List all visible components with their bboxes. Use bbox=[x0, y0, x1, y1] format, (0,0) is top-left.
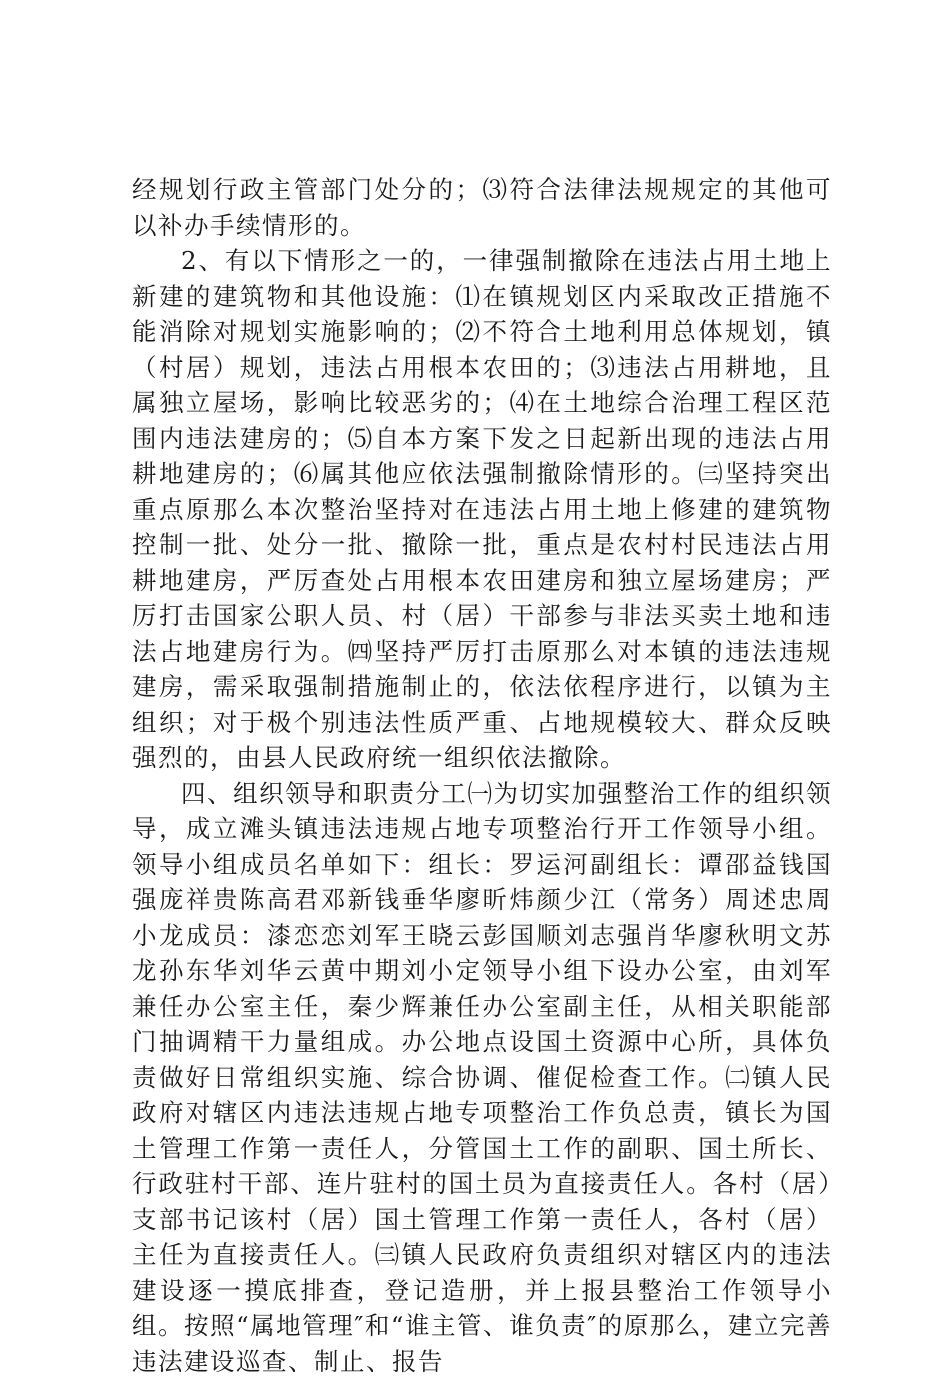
paragraph-organization: 四、组织领导和职责分工㈠为切实加强整治工作的组织领导，成立滩头镇违法违规占地专项整治行开工作领导小组。领导小组成员名单如下：组长：罗运河副组长：谭邵益钱国强庞祥贵陈高君邓新钱垂华廖昕炜颜少江（常务）周述忠周小龙成员：漆恋恋刘军王晓云彭国顺刘志强肖华廖秋明文苏龙孙东华刘华云黄中期刘小定领导小组下设办公室，由刘军兼任办公室主任，秦少辉兼任办公室副主任，从相关职能部门抽调精干力量组成。办公地点设国土资源中心所，具体负责做好日常组织实施、综合协调、催促检查工作。㈡镇人民政府对辖区内违法违规占地专项整治工作负总责，镇长为国土管理工作第一责任人，分管国土工作的副职、国土所长、行政驻村干部、连片驻村的国土员为直接责任人。各村（居）支部书记该村（居）国土管理工作第一责任人，各村（居）主任为直接责任人。㈢镇人民政府负责组织对辖区内的违法建设逐一摸底排查，登记造册，并上报县整治工作领导小组。按照“属地管理″和“谁主管、谁负责″的原那么，建立完善违法建设巡查、制止、报告 bbox=[132, 776, 832, 1379]
document-body bbox=[132, 172, 832, 1379]
paragraph-continuation: 经规划行政主管部门处分的；⑶符合法律法规规定的其他可以补办手续情形的。 bbox=[132, 172, 832, 243]
paragraph-demolition-cases: 2、有以下情形之一的，一律强制撤除在违法占用土地上新建的建筑物和其他设施：⑴在镇规划区内采取改正措施不能消除对规划实施影响的；⑵不符合土地利用总体规划，镇（村居）规划，违法占用根本农田的；⑶违法占用耕地，且属独立屋场，影响比较恶劣的；⑷在土地综合治理工程区范围内违法建房的；⑸自本方案下发之日起新出现的违法占用耕地建房的；⑹属其他应依法强制撤除情形的。㈢坚持突出重点原那么本次整治坚持对在违法占用土地上修建的建筑物控制一批、处分一批、撤除一批，重点是农村村民违法占用耕地建房，严厉查处占用根本农田建房和独立屋场建房；严厉打击国家公职人员、村（居）干部参与非法买卖土地和违法占地建房行为。㈣坚持严厉打击原那么对本镇的违法违规建房，需采取强制措施制止的，依法依程序进行，以镇为主组织；对于极个别违法性质严重、占地规模较大、群众反映强烈的，由县人民政府统一组织依法撤除。 bbox=[132, 243, 832, 776]
